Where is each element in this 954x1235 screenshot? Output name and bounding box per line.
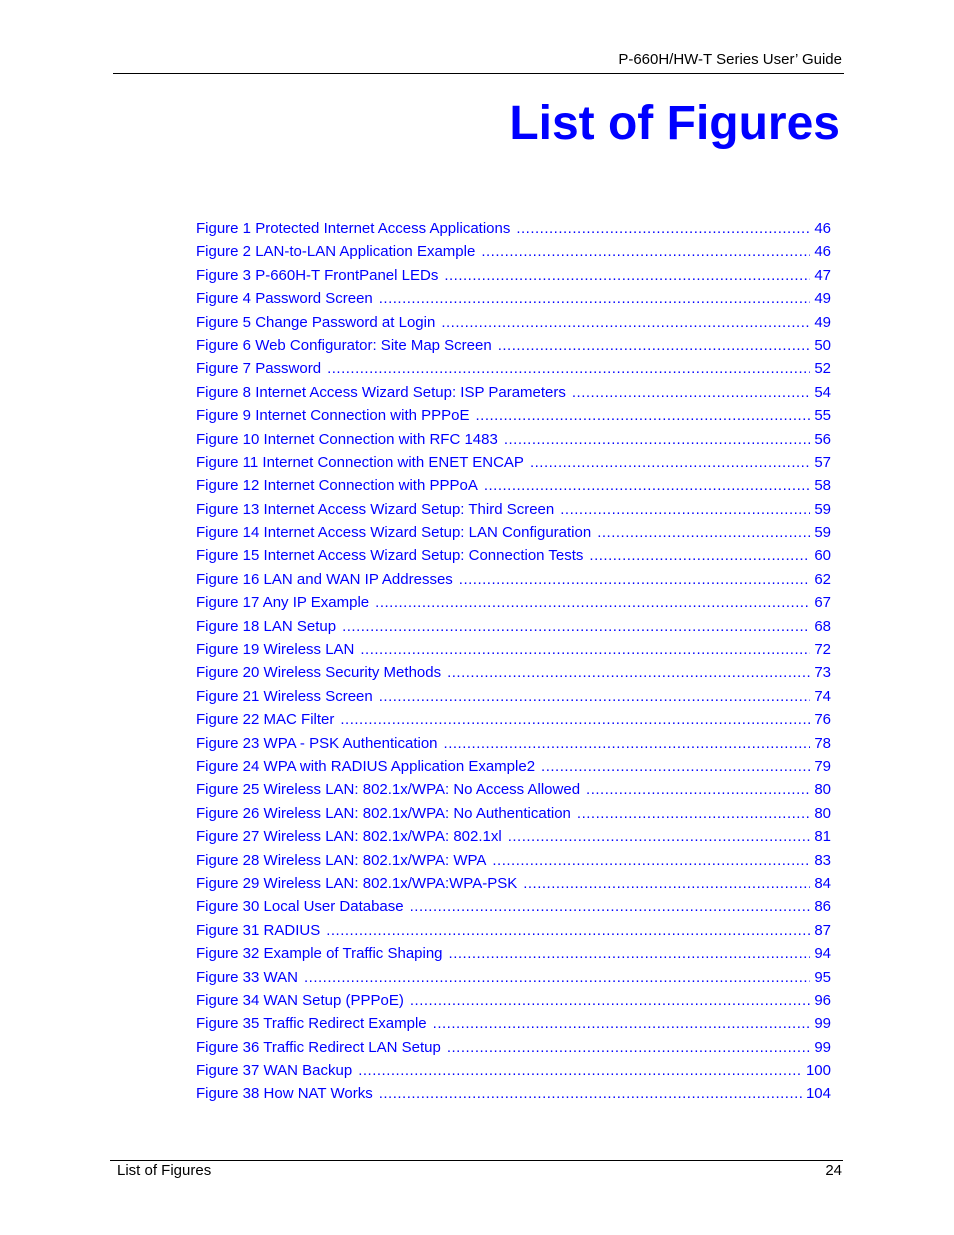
toc-entry-label: Figure 25 Wireless LAN: 802.1x/WPA: No Access Allowed (196, 781, 581, 799)
toc-entry[interactable] (196, 732, 831, 755)
toc-dot-leader (508, 825, 811, 848)
toc-entry-label: Figure 31 RADIUS (196, 921, 321, 939)
footer-divider (110, 1160, 843, 1161)
toc-dot-leader (492, 849, 810, 872)
toc-entry[interactable] (196, 240, 831, 263)
toc-entry[interactable] (196, 919, 831, 942)
toc-entry-page: 76 (814, 711, 831, 729)
toc-dot-leader (523, 872, 810, 895)
toc-entry-label: Figure 22 MAC Filter (196, 711, 335, 729)
toc-dot-leader (433, 1012, 811, 1035)
toc-entry-page: 100 (805, 1062, 831, 1080)
toc-entry-label: Figure 17 Any IP Example (196, 594, 370, 612)
toc-entry[interactable] (196, 217, 831, 240)
toc-entry-page: 74 (814, 687, 831, 705)
toc-entry-page: 87 (814, 921, 831, 939)
toc-entry-label: Figure 28 Wireless LAN: 802.1x/WPA: WPA (196, 851, 487, 869)
toc-entry-page: 94 (814, 945, 831, 963)
toc-dot-leader (379, 685, 811, 708)
toc-entry[interactable] (196, 989, 831, 1012)
toc-entry-page: 68 (814, 617, 831, 635)
toc-entry-page: 46 (814, 243, 831, 261)
toc-dot-leader (327, 357, 810, 380)
toc-entry-page: 81 (814, 828, 831, 846)
toc-entry[interactable] (196, 1082, 831, 1105)
toc-entry-label: Figure 5 Change Password at Login (196, 313, 436, 331)
toc-entry-label: Figure 19 Wireless LAN (196, 641, 355, 659)
footer-page-number: 24 (825, 1162, 842, 1179)
toc-entry[interactable] (196, 1059, 831, 1082)
toc-entry-page: 54 (814, 383, 831, 401)
toc-dot-leader (379, 287, 811, 310)
toc-dot-leader (447, 661, 810, 684)
toc-entry-label: Figure 8 Internet Access Wizard Setup: ISP Parameters (196, 383, 566, 401)
toc-entry-label: Figure 37 WAN Backup (196, 1062, 353, 1080)
toc-entry-page: 49 (814, 290, 831, 308)
toc-entry-page: 78 (814, 734, 831, 752)
toc-entry-label: Figure 12 Internet Connection with PPPoA (196, 477, 478, 495)
toc-entry[interactable] (196, 1012, 831, 1035)
toc-entry-page: 59 (814, 524, 831, 542)
toc-dot-leader (597, 521, 810, 544)
toc-entry[interactable] (196, 615, 831, 638)
toc-entry-label: Figure 20 Wireless Security Methods (196, 664, 442, 682)
toc-entry-label: Figure 11 Internet Connection with ENET ENCAP (196, 453, 524, 471)
toc-entry-page: 58 (814, 477, 831, 495)
toc-dot-leader (498, 334, 811, 357)
header-divider (113, 73, 844, 74)
toc-entry[interactable] (196, 404, 831, 427)
toc-entry-label: Figure 18 LAN Setup (196, 617, 337, 635)
toc-dot-leader (459, 568, 811, 591)
toc-entry[interactable] (196, 778, 831, 801)
toc-entry-label: Figure 6 Web Configurator: Site Map Screen (196, 336, 492, 354)
toc-dot-leader (560, 498, 810, 521)
toc-entry[interactable] (196, 428, 831, 451)
toc-dot-leader (379, 1082, 802, 1105)
toc-entry-page: 80 (814, 781, 831, 799)
toc-dot-leader (449, 942, 811, 965)
toc-dot-leader (589, 544, 810, 567)
running-header: P-660H/HW-T Series User’ Guide (618, 51, 842, 68)
toc-entry[interactable] (196, 872, 831, 895)
toc-entry[interactable] (196, 895, 831, 918)
toc-entry-page: 104 (805, 1085, 831, 1103)
toc-entry[interactable] (196, 357, 831, 380)
toc-entry-page: 96 (814, 991, 831, 1009)
toc-dot-leader (476, 404, 811, 427)
toc-dot-leader (444, 732, 811, 755)
toc-entry[interactable] (196, 264, 831, 287)
toc-entry-label: Figure 24 WPA with RADIUS Application Example2 (196, 757, 536, 775)
toc-entry-label: Figure 27 Wireless LAN: 802.1x/WPA: 802.1xl (196, 828, 502, 846)
toc-entry-page: 84 (814, 874, 831, 892)
toc-entry-page: 79 (814, 757, 831, 775)
toc-entry-page: 60 (814, 547, 831, 565)
toc-entry[interactable] (196, 825, 831, 848)
toc-entry-label: Figure 30 Local User Database (196, 898, 404, 916)
toc-entry[interactable] (196, 521, 831, 544)
toc-entry[interactable] (196, 474, 831, 497)
toc-dot-leader (340, 708, 810, 731)
toc-entry-page: 99 (814, 1038, 831, 1056)
toc-entry[interactable] (196, 685, 831, 708)
toc-entry[interactable] (196, 498, 831, 521)
toc-entry-label: Figure 38 How NAT Works (196, 1085, 373, 1103)
toc-dot-leader (410, 895, 811, 918)
toc-entry-page: 86 (814, 898, 831, 916)
footer-section-name: List of Figures (117, 1162, 212, 1179)
toc-entry-label: Figure 13 Internet Access Wizard Setup: Third Screen (196, 500, 555, 518)
toc-entry[interactable] (196, 966, 831, 989)
toc-dot-leader (375, 591, 810, 614)
toc-entry-page: 59 (814, 500, 831, 518)
toc-entry-label: Figure 2 LAN-to-LAN Application Example (196, 243, 476, 261)
toc-entry-page: 80 (814, 804, 831, 822)
toc-entry-label: Figure 3 P-660H-T FrontPanel LEDs (196, 266, 439, 284)
toc-dot-leader (530, 451, 810, 474)
toc-dot-leader (360, 638, 810, 661)
toc-entry-page: 46 (814, 220, 831, 237)
toc-dot-leader (410, 989, 810, 1012)
toc-entry[interactable] (196, 942, 831, 965)
toc-entry[interactable] (196, 755, 831, 778)
toc-entry-page: 50 (814, 336, 831, 354)
toc-entry-label: Figure 15 Internet Access Wizard Setup: Connection Tests (196, 547, 584, 565)
toc-entry-page: 72 (814, 641, 831, 659)
toc-entry[interactable] (196, 287, 831, 310)
toc-dot-leader (304, 966, 810, 989)
toc-entry-label: Figure 1 Protected Internet Access Applications (196, 220, 511, 237)
toc-entry[interactable] (196, 708, 831, 731)
toc-entry-label: Figure 33 WAN (196, 968, 298, 986)
toc-dot-leader (577, 802, 810, 825)
toc-entry-label: Figure 35 Traffic Redirect Example (196, 1015, 427, 1033)
toc-dot-leader (541, 755, 810, 778)
toc-entry-page: 95 (814, 968, 831, 986)
toc-dot-leader (441, 311, 810, 334)
toc-dot-leader (447, 1036, 810, 1059)
toc-entry-label: Figure 7 Password (196, 360, 322, 378)
toc-dot-leader (504, 428, 810, 451)
page-title: List of Figures (509, 97, 840, 150)
toc-entry[interactable] (196, 802, 831, 825)
toc-entry-page: 62 (814, 570, 831, 588)
toc-entry[interactable] (196, 568, 831, 591)
toc-entry[interactable] (196, 451, 831, 474)
toc-entry[interactable] (196, 544, 831, 567)
toc-entry[interactable] (196, 661, 831, 684)
toc-dot-leader (516, 217, 810, 240)
toc-entry-label: Figure 14 Internet Access Wizard Setup: LAN Configuration (196, 524, 592, 542)
toc-entry-label: Figure 21 Wireless Screen (196, 687, 373, 705)
toc-entry-page: 55 (814, 407, 831, 425)
toc-entry[interactable] (196, 381, 831, 404)
toc-dot-leader (586, 778, 810, 801)
toc-entry-label: Figure 26 Wireless LAN: 802.1x/WPA: No Authentication (196, 804, 571, 822)
toc-entry-label: Figure 10 Internet Connection with RFC 1483 (196, 430, 498, 448)
toc-entry[interactable] (196, 638, 831, 661)
toc-dot-leader (484, 474, 810, 497)
toc-dot-leader (572, 381, 810, 404)
toc-entry-label: Figure 9 Internet Connection with PPPoE (196, 407, 470, 425)
toc-dot-leader (342, 615, 810, 638)
toc-entry[interactable] (196, 1036, 831, 1059)
toc-entry-page: 56 (814, 430, 831, 448)
toc-entry-page: 57 (814, 453, 831, 471)
toc-dot-leader (481, 240, 810, 263)
toc-entry[interactable] (196, 311, 831, 334)
toc-entry-label: Figure 4 Password Screen (196, 290, 373, 308)
toc-entry-page: 49 (814, 313, 831, 331)
toc-dot-leader (444, 264, 810, 287)
toc-entry-label: Figure 16 LAN and WAN IP Addresses (196, 570, 453, 588)
toc-entry-label: Figure 34 WAN Setup (PPPoE) (196, 991, 404, 1009)
toc-dot-leader (358, 1059, 802, 1082)
toc-entry[interactable] (196, 334, 831, 357)
toc-entry[interactable] (196, 591, 831, 614)
toc-entry-label: Figure 29 Wireless LAN: 802.1x/WPA:WPA-PSK (196, 874, 518, 892)
figure-list (196, 217, 831, 1106)
toc-entry-label: Figure 36 Traffic Redirect LAN Setup (196, 1038, 441, 1056)
toc-dot-leader (326, 919, 810, 942)
toc-entry-page: 99 (814, 1015, 831, 1033)
toc-entry-label: Figure 23 WPA - PSK Authentication (196, 734, 438, 752)
toc-entry-page: 83 (814, 851, 831, 869)
toc-entry-page: 52 (814, 360, 831, 378)
toc-entry-page: 47 (814, 266, 831, 284)
toc-entry[interactable] (196, 849, 831, 872)
toc-entry-page: 73 (814, 664, 831, 682)
toc-entry-page: 67 (814, 594, 831, 612)
toc-entry-label: Figure 32 Example of Traffic Shaping (196, 945, 443, 963)
